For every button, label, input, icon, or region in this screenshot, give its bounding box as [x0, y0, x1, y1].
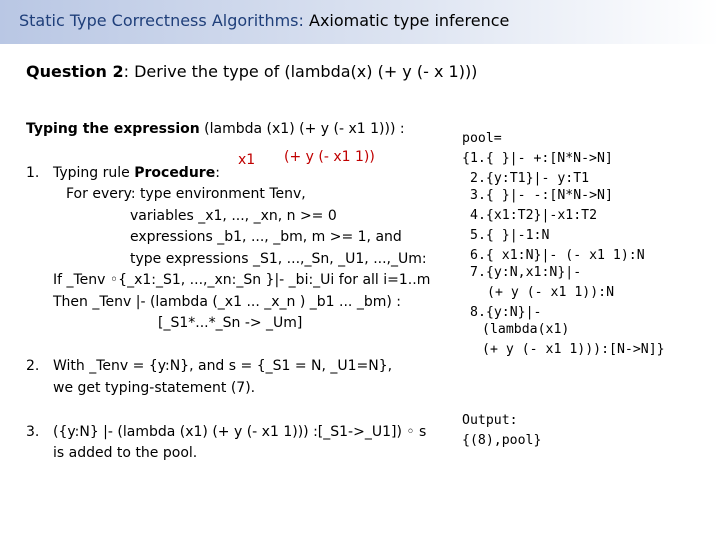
step1-rule-prefix: Typing rule [53, 165, 135, 181]
step3-line: is added to the pool. [53, 445, 198, 461]
typing-heading [26, 121, 405, 137]
step3-number: 3. [26, 424, 40, 440]
output-value: {(8),pool} [462, 433, 542, 448]
pool-line: 4.{x1:T2}|-x1:T2 [470, 208, 598, 223]
slide-title [19, 11, 509, 30]
pool-line: {1.{ }|- +:[N*N->N] [462, 151, 613, 166]
pool-line: 8.{y:N}|- [470, 305, 542, 320]
annotation-body: (+ y (- x1 1)) [284, 149, 375, 165]
output-label: Output: [462, 413, 518, 428]
pool-header: pool= [462, 131, 502, 146]
step2-line: we get typing-statement (7). [53, 380, 256, 396]
title-bar [0, 0, 720, 44]
pool-line: 3.{ }|- -:[N*N->N] [470, 188, 613, 203]
pool-line: (lambda(x1) [482, 322, 570, 337]
step1-number: 1. [26, 165, 40, 181]
annotation-x1: x1 [238, 152, 256, 168]
pool-line: 2.{y:T1}|- y:T1 [470, 171, 590, 186]
step1-line: variables _x1, ..., _xn, n >= 0 [130, 208, 337, 224]
typing-heading-rest: (lambda (x1) (+ y (- x1 1))) : [199, 121, 405, 137]
pool-line: 7.{y:N,x1:N}|- [470, 265, 582, 280]
step1-rule-name: Procedure [134, 165, 216, 181]
step1-line: type expressions _S1, ...,_Sn, _U1, ...,_Um: [130, 251, 427, 267]
step3-line: ({y:N} |- (lambda (x1) (+ y (- x1 1))) :[_S1->_U1]) ◦ s [53, 424, 427, 440]
pool-line: (+ y (- x1 1))):[N->N]} [482, 342, 665, 357]
step1-line: Then _Tenv |- (lambda (_x1 ... _x_n ) _b1 ... _bm) : [53, 294, 401, 310]
step1-line: If _Tenv ◦{_x1:_S1, ...,_xn:_Sn }|- _bi:_Ui for all i=1..m [53, 272, 431, 288]
step1-line: expressions _b1, ..., _bm, m >= 1, and [130, 229, 402, 245]
question-line [26, 62, 477, 81]
step1-rule [53, 165, 220, 181]
step1-line: [_S1*...*_Sn -> _Um] [158, 315, 303, 331]
title-prefix: Static Type Correctness Algorithms: [19, 11, 304, 30]
question-text: : Derive the type of (lambda(x) (+ y (- x 1))) [123, 62, 478, 81]
pool-line: 5.{ }|-1:N [470, 228, 550, 243]
question-label: Question 2 [26, 62, 124, 81]
pool-line: (+ y (- x1 1)):N [487, 285, 615, 300]
step1-line: For every: type environment Tenv, [66, 186, 306, 202]
step2-number: 2. [26, 358, 40, 374]
step2-line: With _Tenv = {y:N}, and s = {_S1 = N, _U1=N}, [53, 358, 393, 374]
pool-line: 6.{ x1:N}|- (- x1 1):N [470, 248, 645, 263]
step1-rule-suffix: : [215, 165, 220, 181]
title-suffix: Axiomatic type inference [303, 11, 510, 30]
typing-heading-bold: Typing the expression [26, 121, 200, 137]
